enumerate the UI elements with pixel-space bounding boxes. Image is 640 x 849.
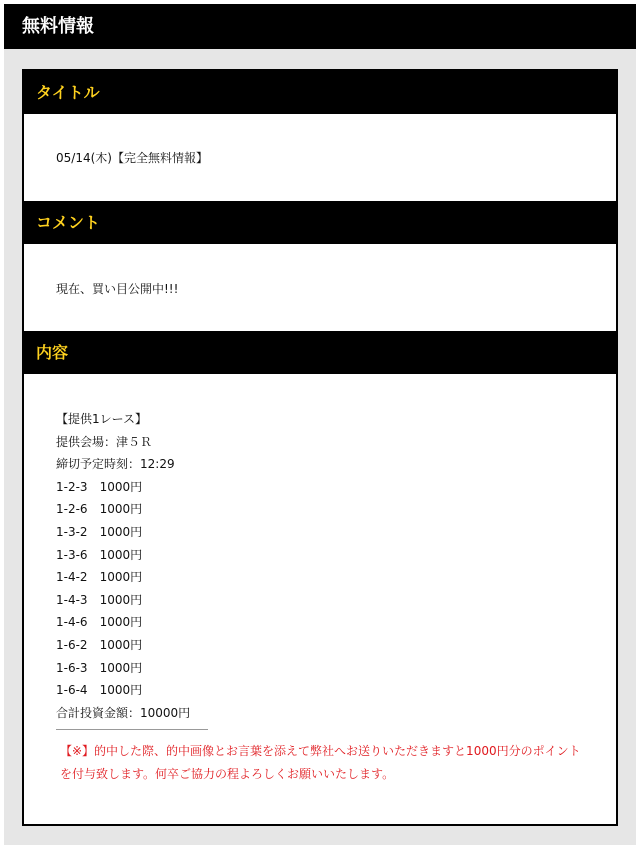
bet-line: 1-4-3 1000円 (56, 592, 143, 607)
total-investment-line: 合計投資金額：10000円 (56, 705, 191, 720)
section-body-content (24, 374, 616, 786)
notice-text: 【※】的中した際、的中画像とお言葉を添えて弊社へお送りいただきますと1000円分のポイントを付与致します。何卒ご協力の程よろしくお願いいたします。 (60, 744, 581, 782)
section-heading-title-label: タイトル (36, 83, 100, 102)
content-line: 締切予定時刻：12:29 (56, 457, 175, 472)
section-heading-title (24, 71, 616, 114)
section-heading-comment (24, 201, 616, 244)
title-text: 05/14(木)【完全無料情報】 (56, 151, 208, 165)
page-header (4, 4, 636, 49)
content-line: 【提供1レース】 (56, 412, 148, 426)
section-heading-content (24, 331, 616, 374)
section-body-comment (24, 244, 616, 331)
bet-line: 1-3-2 1000円 (56, 524, 143, 539)
bet-line: 1-2-6 1000円 (56, 502, 143, 517)
bet-line: 1-3-6 1000円 (56, 547, 143, 562)
bet-line: 1-4-2 1000円 (56, 570, 143, 585)
section-heading-content-label: 内容 (36, 343, 69, 362)
bet-line: 1-6-4 1000円 (56, 683, 143, 698)
section-body-title (24, 114, 616, 201)
content-line: 提供会場：津５Ｒ (56, 434, 153, 449)
bet-line: 1-2-3 1000円 (56, 479, 143, 494)
divider (56, 729, 208, 730)
bet-line: 1-4-6 1000円 (56, 615, 143, 630)
info-card (22, 69, 618, 826)
bet-line: 1-6-2 1000円 (56, 637, 143, 652)
bet-line: 1-6-3 1000円 (56, 660, 143, 675)
section-heading-comment-label: コメント (36, 213, 101, 232)
page-title: 無料情報 (22, 16, 94, 37)
comment-text: 現在、買い目公開中!!! (56, 282, 179, 296)
